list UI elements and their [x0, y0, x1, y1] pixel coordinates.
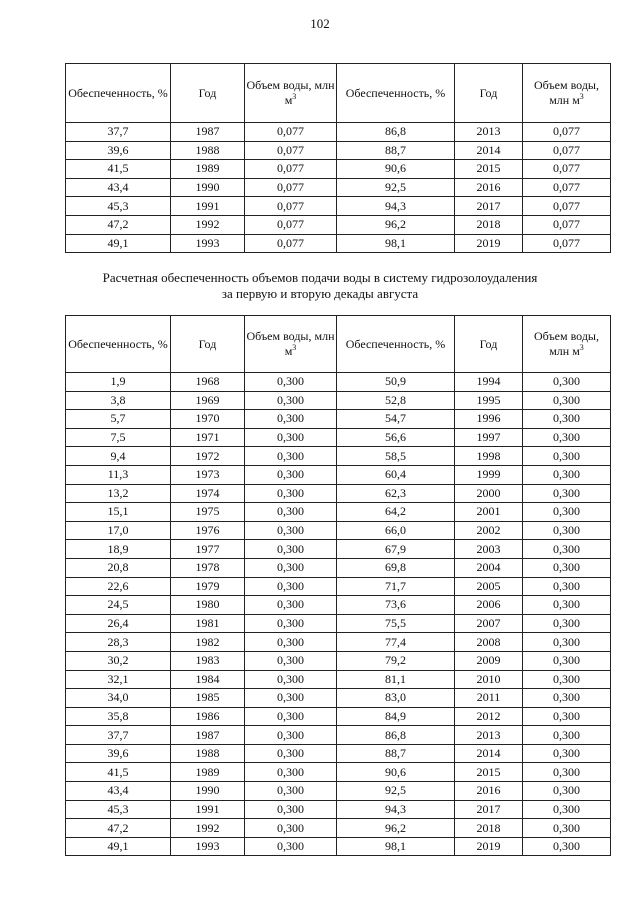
table-row — [66, 484, 611, 503]
cell-volume: 0,300 — [245, 614, 337, 633]
cell-volume: 0,077 — [523, 141, 611, 160]
cell-year: 2012 — [455, 707, 523, 726]
cell-volume: 0,300 — [245, 484, 337, 503]
cell-year: 1990 — [171, 178, 245, 197]
cell-volume: 0,300 — [523, 428, 611, 447]
cell-volume: 0,077 — [523, 215, 611, 234]
table-row — [66, 447, 611, 466]
water-volume-table-2 — [65, 315, 611, 856]
cell-year: 1973 — [171, 465, 245, 484]
cell-year: 1971 — [171, 428, 245, 447]
cell-volume: 0,077 — [523, 178, 611, 197]
table-header-row — [66, 64, 611, 123]
cell-provision: 39,6 — [66, 141, 171, 160]
col-header-volume-sup: 3 — [579, 92, 584, 101]
cell-volume: 0,300 — [523, 651, 611, 670]
cell-provision: 64,2 — [337, 503, 455, 522]
table-row — [66, 215, 611, 234]
cell-volume: 0,077 — [523, 197, 611, 216]
cell-volume: 0,300 — [523, 447, 611, 466]
cell-year: 1975 — [171, 503, 245, 522]
table-row — [66, 726, 611, 745]
table-header-row — [66, 316, 611, 373]
cell-volume: 0,300 — [523, 410, 611, 429]
table-row — [66, 689, 611, 708]
cell-provision: 24,5 — [66, 596, 171, 615]
cell-year: 1983 — [171, 651, 245, 670]
water-volume-table-1 — [65, 63, 611, 253]
cell-year: 1974 — [171, 484, 245, 503]
col-header-volume — [245, 64, 337, 123]
col-header-year: Год — [455, 64, 523, 123]
cell-volume: 0,300 — [245, 633, 337, 652]
cell-volume: 0,300 — [523, 689, 611, 708]
cell-volume: 0,300 — [523, 800, 611, 819]
cell-year: 2007 — [455, 614, 523, 633]
cell-provision: 45,3 — [66, 800, 171, 819]
cell-provision: 11,3 — [66, 465, 171, 484]
cell-volume: 0,077 — [245, 234, 337, 253]
cell-provision: 43,4 — [66, 782, 171, 801]
table-row — [66, 707, 611, 726]
cell-provision: 54,7 — [337, 410, 455, 429]
cell-year: 2016 — [455, 178, 523, 197]
cell-provision: 96,2 — [337, 819, 455, 838]
cell-provision: 30,2 — [66, 651, 171, 670]
cell-provision: 83,0 — [337, 689, 455, 708]
cell-provision: 77,4 — [337, 633, 455, 652]
cell-provision: 60,4 — [337, 465, 455, 484]
cell-year: 1978 — [171, 558, 245, 577]
cell-volume: 0,300 — [245, 540, 337, 559]
cell-provision: 41,5 — [66, 763, 171, 782]
cell-provision: 7,5 — [66, 428, 171, 447]
cell-provision: 96,2 — [337, 215, 455, 234]
col-header-provision: Обеспеченность, % — [66, 64, 171, 123]
cell-provision: 35,8 — [66, 707, 171, 726]
cell-volume: 0,300 — [245, 744, 337, 763]
cell-year: 1979 — [171, 577, 245, 596]
cell-volume: 0,300 — [245, 670, 337, 689]
cell-year: 2000 — [455, 484, 523, 503]
cell-volume: 0,077 — [245, 123, 337, 142]
cell-provision: 71,7 — [337, 577, 455, 596]
table-row — [66, 837, 611, 856]
cell-provision: 5,7 — [66, 410, 171, 429]
cell-year: 1991 — [171, 800, 245, 819]
cell-provision: 49,1 — [66, 234, 171, 253]
table-row — [66, 782, 611, 801]
cell-provision: 67,9 — [337, 540, 455, 559]
table-row — [66, 670, 611, 689]
cell-year: 1988 — [171, 744, 245, 763]
cell-year: 1991 — [171, 197, 245, 216]
cell-year: 2003 — [455, 540, 523, 559]
cell-year: 1980 — [171, 596, 245, 615]
cell-volume: 0,300 — [523, 614, 611, 633]
cell-year: 2013 — [455, 123, 523, 142]
cell-year: 1985 — [171, 689, 245, 708]
table-row — [66, 744, 611, 763]
cell-volume: 0,300 — [245, 763, 337, 782]
table-row — [66, 410, 611, 429]
cell-volume: 0,300 — [245, 428, 337, 447]
col-header-year: Год — [171, 64, 245, 123]
table-row — [66, 596, 611, 615]
cell-year: 1968 — [171, 373, 245, 392]
table-row — [66, 503, 611, 522]
cell-year: 2015 — [455, 160, 523, 179]
cell-volume: 0,300 — [245, 707, 337, 726]
cell-provision: 52,8 — [337, 391, 455, 410]
cell-year: 2008 — [455, 633, 523, 652]
cell-year: 1989 — [171, 763, 245, 782]
cell-volume: 0,300 — [523, 484, 611, 503]
cell-provision: 86,8 — [337, 123, 455, 142]
cell-provision: 94,3 — [337, 197, 455, 216]
cell-year: 1990 — [171, 782, 245, 801]
cell-year: 1995 — [455, 391, 523, 410]
cell-provision: 39,6 — [66, 744, 171, 763]
cell-provision: 92,5 — [337, 782, 455, 801]
col-header-volume — [523, 64, 611, 123]
cell-volume: 0,300 — [245, 373, 337, 392]
cell-year: 1987 — [171, 726, 245, 745]
cell-year: 1977 — [171, 540, 245, 559]
page-number: 102 — [310, 16, 330, 31]
table-row — [66, 614, 611, 633]
cell-volume: 0,300 — [523, 837, 611, 856]
col-header-volume-sup: 3 — [292, 92, 297, 101]
cell-volume: 0,300 — [245, 782, 337, 801]
cell-year: 1992 — [171, 215, 245, 234]
cell-provision: 3,8 — [66, 391, 171, 410]
cell-volume: 0,300 — [245, 726, 337, 745]
cell-volume: 0,077 — [245, 160, 337, 179]
table-row — [66, 763, 611, 782]
col-header-year: Год — [171, 316, 245, 373]
cell-year: 1999 — [455, 465, 523, 484]
table-row — [66, 819, 611, 838]
cell-provision: 69,8 — [337, 558, 455, 577]
cell-year: 2004 — [455, 558, 523, 577]
cell-year: 1982 — [171, 633, 245, 652]
col-header-volume-text: Объем воды, млн м — [246, 78, 335, 107]
cell-year: 1969 — [171, 391, 245, 410]
table-row — [66, 373, 611, 392]
col-header-volume-text: Объем воды, млн м — [533, 78, 599, 107]
cell-provision: 47,2 — [66, 215, 171, 234]
cell-provision: 73,6 — [337, 596, 455, 615]
caption-line-1: Расчетная обеспеченность объемов подачи воды в систему гидрозолоудаления — [102, 270, 538, 285]
cell-year: 2018 — [455, 215, 523, 234]
table-row — [66, 123, 611, 142]
cell-volume: 0,300 — [245, 410, 337, 429]
cell-year: 1988 — [171, 141, 245, 160]
table-row — [66, 465, 611, 484]
cell-provision: 58,5 — [337, 447, 455, 466]
cell-provision: 18,9 — [66, 540, 171, 559]
cell-year: 1989 — [171, 160, 245, 179]
cell-year: 1998 — [455, 447, 523, 466]
cell-provision: 13,2 — [66, 484, 171, 503]
cell-provision: 84,9 — [337, 707, 455, 726]
cell-volume: 0,300 — [523, 633, 611, 652]
cell-provision: 75,5 — [337, 614, 455, 633]
cell-provision: 50,9 — [337, 373, 455, 392]
cell-year: 1986 — [171, 707, 245, 726]
cell-provision: 47,2 — [66, 819, 171, 838]
cell-volume: 0,300 — [245, 837, 337, 856]
table-row — [66, 558, 611, 577]
cell-year: 2011 — [455, 689, 523, 708]
cell-provision: 37,7 — [66, 123, 171, 142]
cell-volume: 0,300 — [245, 521, 337, 540]
cell-provision: 62,3 — [337, 484, 455, 503]
cell-provision: 86,8 — [337, 726, 455, 745]
cell-volume: 0,077 — [245, 178, 337, 197]
cell-volume: 0,300 — [523, 540, 611, 559]
table-row — [66, 178, 611, 197]
cell-year: 2017 — [455, 197, 523, 216]
cell-year: 2016 — [455, 782, 523, 801]
cell-provision: 1,9 — [66, 373, 171, 392]
cell-year: 2018 — [455, 819, 523, 838]
col-header-volume-sup: 3 — [579, 343, 584, 352]
cell-volume: 0,300 — [523, 763, 611, 782]
cell-year: 2019 — [455, 837, 523, 856]
cell-provision: 41,5 — [66, 160, 171, 179]
cell-volume: 0,077 — [523, 160, 611, 179]
table-row — [66, 577, 611, 596]
cell-volume: 0,300 — [245, 651, 337, 670]
cell-provision: 45,3 — [66, 197, 171, 216]
cell-provision: 9,4 — [66, 447, 171, 466]
cell-year: 1976 — [171, 521, 245, 540]
table-row — [66, 391, 611, 410]
cell-volume: 0,300 — [245, 391, 337, 410]
caption-line-2: за первую и вторую декады августа — [221, 286, 419, 301]
col-header-volume-text: Объем воды, млн м — [533, 329, 599, 358]
cell-provision: 81,1 — [337, 670, 455, 689]
cell-year: 2001 — [455, 503, 523, 522]
cell-provision: 15,1 — [66, 503, 171, 522]
cell-provision: 32,1 — [66, 670, 171, 689]
table-body — [66, 373, 611, 856]
cell-year: 1992 — [171, 819, 245, 838]
cell-year: 1981 — [171, 614, 245, 633]
cell-year: 2017 — [455, 800, 523, 819]
table-row — [66, 428, 611, 447]
table-caption — [0, 270, 640, 302]
cell-volume: 0,300 — [523, 744, 611, 763]
table-row — [66, 651, 611, 670]
cell-provision: 22,6 — [66, 577, 171, 596]
cell-volume: 0,300 — [523, 373, 611, 392]
cell-year: 2002 — [455, 521, 523, 540]
cell-year: 1993 — [171, 234, 245, 253]
cell-year: 1993 — [171, 837, 245, 856]
cell-volume: 0,300 — [245, 503, 337, 522]
cell-volume: 0,300 — [245, 465, 337, 484]
cell-volume: 0,300 — [523, 558, 611, 577]
cell-year: 1987 — [171, 123, 245, 142]
table-row — [66, 521, 611, 540]
cell-volume: 0,077 — [523, 234, 611, 253]
table-row — [66, 800, 611, 819]
cell-provision: 20,8 — [66, 558, 171, 577]
cell-volume: 0,300 — [245, 800, 337, 819]
cell-year: 2014 — [455, 141, 523, 160]
cell-volume: 0,300 — [523, 707, 611, 726]
cell-provision: 34,0 — [66, 689, 171, 708]
cell-year: 2014 — [455, 744, 523, 763]
cell-provision: 37,7 — [66, 726, 171, 745]
cell-provision: 98,1 — [337, 837, 455, 856]
cell-volume: 0,300 — [523, 782, 611, 801]
table-row — [66, 141, 611, 160]
cell-provision: 56,6 — [337, 428, 455, 447]
cell-provision: 90,6 — [337, 763, 455, 782]
cell-year: 2019 — [455, 234, 523, 253]
cell-volume: 0,077 — [245, 215, 337, 234]
cell-year: 2015 — [455, 763, 523, 782]
cell-year: 2005 — [455, 577, 523, 596]
cell-volume: 0,300 — [523, 596, 611, 615]
cell-provision: 88,7 — [337, 744, 455, 763]
table-row — [66, 234, 611, 253]
cell-provision: 94,3 — [337, 800, 455, 819]
cell-year: 1996 — [455, 410, 523, 429]
cell-volume: 0,300 — [245, 689, 337, 708]
col-header-year: Год — [455, 316, 523, 373]
cell-year: 2013 — [455, 726, 523, 745]
cell-volume: 0,300 — [523, 819, 611, 838]
cell-volume: 0,300 — [523, 521, 611, 540]
col-header-volume-sup: 3 — [292, 343, 297, 352]
cell-provision: 43,4 — [66, 178, 171, 197]
cell-provision: 26,4 — [66, 614, 171, 633]
cell-provision: 92,5 — [337, 178, 455, 197]
cell-year: 1997 — [455, 428, 523, 447]
cell-provision: 79,2 — [337, 651, 455, 670]
cell-year: 1984 — [171, 670, 245, 689]
cell-year: 1970 — [171, 410, 245, 429]
cell-volume: 0,300 — [245, 577, 337, 596]
cell-provision: 17,0 — [66, 521, 171, 540]
table-row — [66, 197, 611, 216]
cell-year: 1994 — [455, 373, 523, 392]
cell-provision: 28,3 — [66, 633, 171, 652]
cell-volume: 0,300 — [523, 503, 611, 522]
cell-year: 2006 — [455, 596, 523, 615]
cell-volume: 0,300 — [245, 447, 337, 466]
cell-provision: 90,6 — [337, 160, 455, 179]
cell-volume: 0,300 — [523, 391, 611, 410]
cell-volume: 0,077 — [523, 123, 611, 142]
table-row — [66, 540, 611, 559]
cell-year: 2009 — [455, 651, 523, 670]
cell-volume: 0,300 — [523, 670, 611, 689]
table-row — [66, 633, 611, 652]
cell-volume: 0,300 — [523, 577, 611, 596]
cell-volume: 0,300 — [245, 558, 337, 577]
table-row — [66, 160, 611, 179]
col-header-provision: Обеспеченность, % — [66, 316, 171, 373]
cell-volume: 0,300 — [523, 465, 611, 484]
cell-volume: 0,300 — [245, 819, 337, 838]
col-header-volume-text: Объем воды, млн м — [246, 329, 335, 358]
col-header-volume — [245, 316, 337, 373]
cell-provision: 88,7 — [337, 141, 455, 160]
table-body — [66, 123, 611, 253]
col-header-provision: Обеспеченность, % — [337, 64, 455, 123]
cell-provision: 66,0 — [337, 521, 455, 540]
cell-year: 2010 — [455, 670, 523, 689]
col-header-provision: Обеспеченность, % — [337, 316, 455, 373]
cell-provision: 49,1 — [66, 837, 171, 856]
cell-year: 1972 — [171, 447, 245, 466]
cell-volume: 0,077 — [245, 197, 337, 216]
col-header-volume — [523, 316, 611, 373]
cell-provision: 98,1 — [337, 234, 455, 253]
cell-volume: 0,300 — [523, 726, 611, 745]
cell-volume: 0,300 — [245, 596, 337, 615]
cell-volume: 0,077 — [245, 141, 337, 160]
